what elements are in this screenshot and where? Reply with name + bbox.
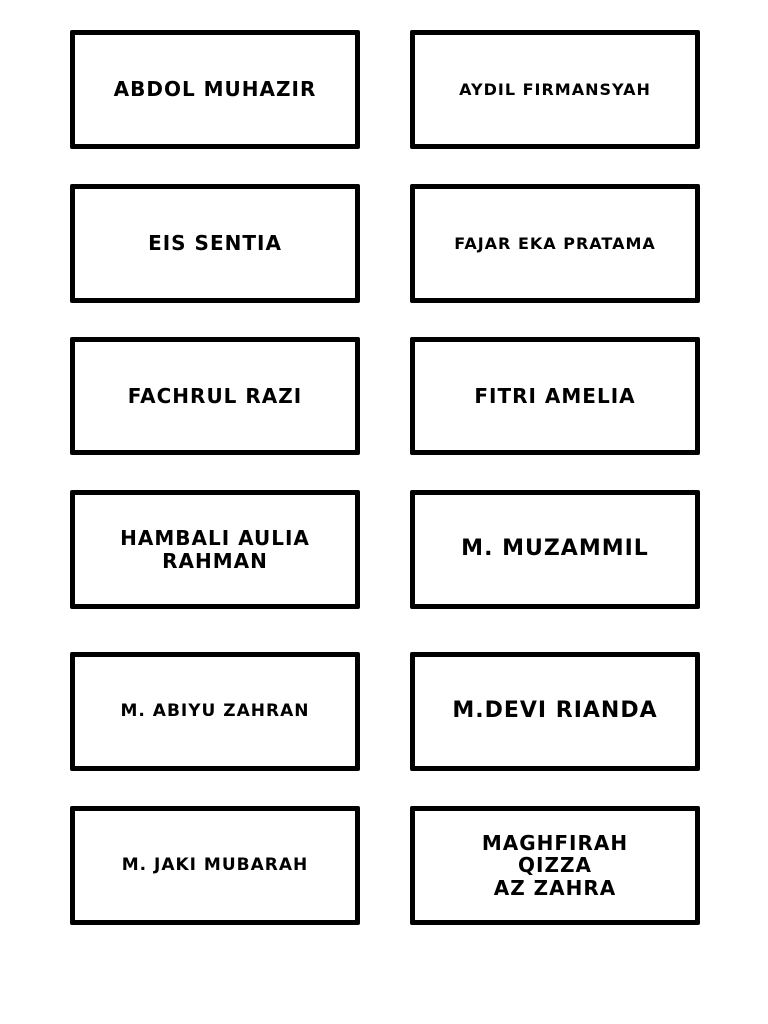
name-card-label: M. JAKI MUBARAH — [121, 854, 309, 875]
name-card — [410, 184, 700, 303]
name-card — [70, 30, 360, 149]
name-card-label: M. MUZAMMIL — [461, 536, 649, 562]
name-card — [70, 184, 360, 303]
name-card-label: M. ABIYU ZAHRAN — [120, 700, 310, 721]
name-card-label: ABDOL MUHAZIR — [113, 77, 317, 102]
name-card-label: EIS SENTIA — [148, 231, 282, 256]
name-card — [410, 652, 700, 771]
name-card-label: MAGHFIRAH QIZZA AZ ZAHRA — [481, 830, 629, 900]
name-card — [410, 490, 700, 609]
name-card-label: HAMBALI AULIA RAHMAN — [120, 526, 310, 573]
name-card-label: FITRI AMELIA — [474, 383, 636, 408]
name-card — [70, 652, 360, 771]
name-card — [410, 337, 700, 455]
name-card — [410, 806, 700, 925]
name-card — [410, 30, 700, 149]
name-card-label: FACHRUL RAZI — [127, 383, 303, 408]
name-card-label: AYDIL FIRMANSYAH — [459, 79, 651, 99]
name-card-label: M.DEVI RIANDA — [452, 698, 658, 724]
name-card-label: FAJAR EKA PRATAMA — [454, 233, 656, 253]
name-card — [70, 337, 360, 455]
name-card — [70, 806, 360, 925]
name-card — [70, 490, 360, 609]
